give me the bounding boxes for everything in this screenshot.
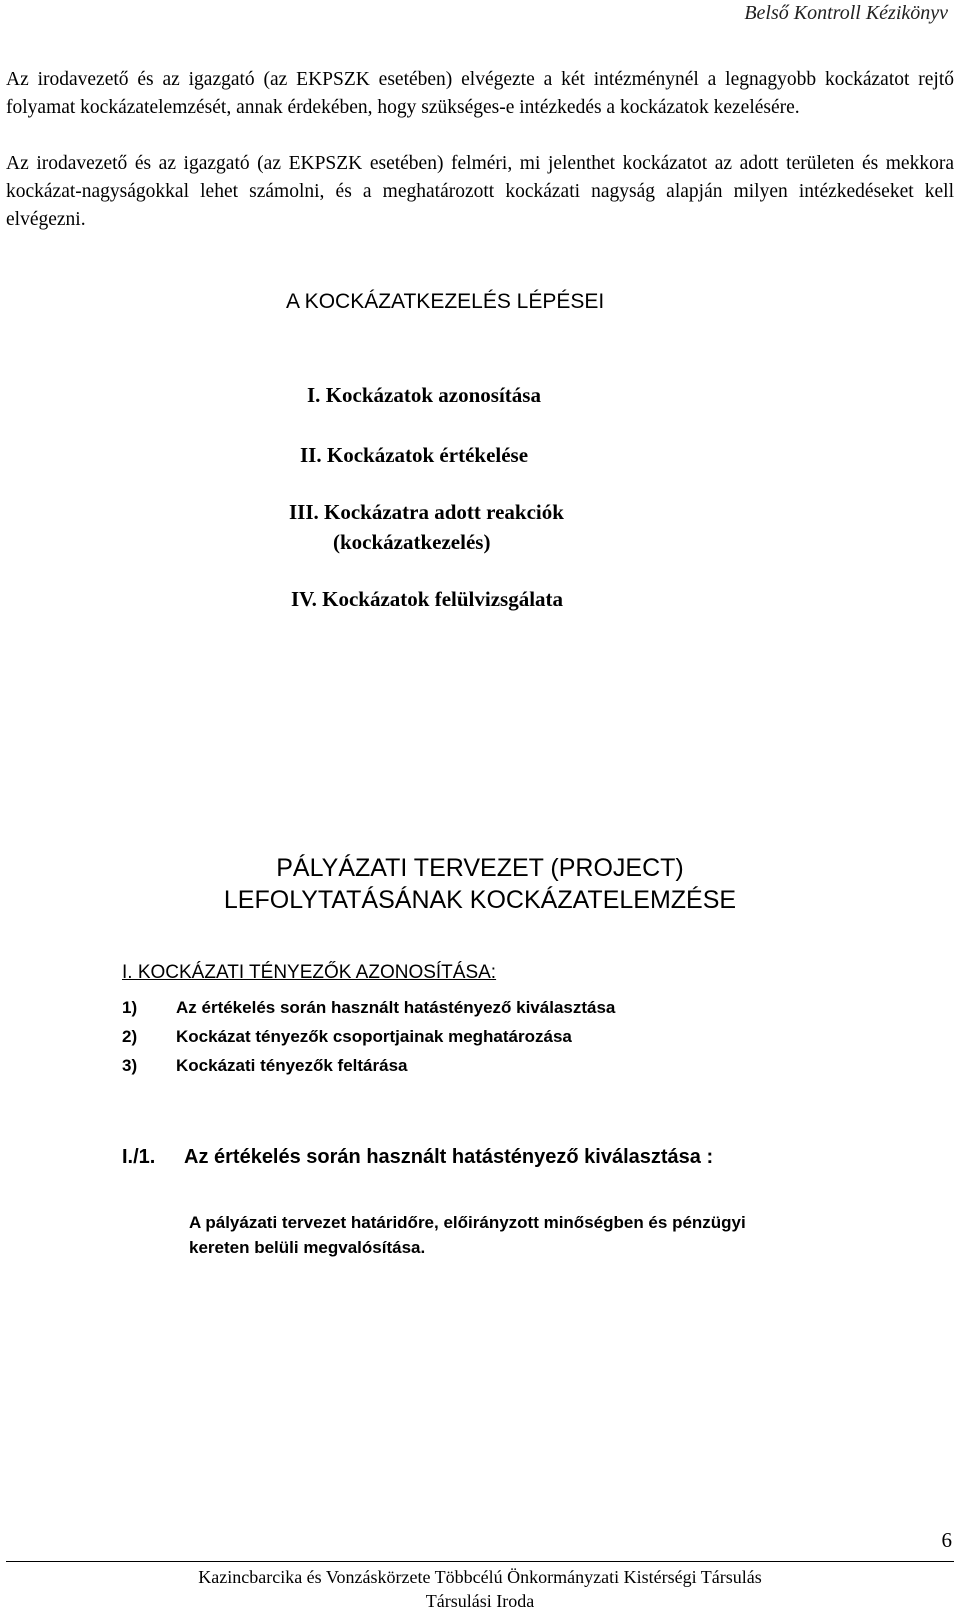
subsection-text: A pályázati tervezet határidőre, előirányzott minőségben és pénzügyi kereten belüli megvalósítása. — [189, 1213, 746, 1257]
project-title — [0, 852, 960, 916]
subsection-label: Az értékelés során használt hatástényező kiválasztása : — [184, 1146, 714, 1168]
factor-label: Az értékelés során használt hatástényező kiválasztása — [176, 998, 616, 1017]
subsection-heading — [122, 1146, 713, 1169]
footer — [0, 1565, 960, 1613]
risk-step-number: III. — [289, 500, 319, 524]
footer-divider — [6, 1561, 954, 1562]
project-title-line-1: PÁLYÁZATI TERVEZET (PROJECT) — [276, 854, 684, 882]
subsection-number: I./1. — [122, 1146, 156, 1168]
factor-item-3 — [122, 1056, 408, 1076]
intro-paragraph-2: Az irodavezető és az igazgató (az EKPSZK esetében) felméri, mi jelenthet kockázatot az adott területen és mekkora kockázat-nagyságokkal lehet számolni, és a meghatározott kockázati nagyság alapján milyen intézkedéseket kell elvégezni. — [6, 153, 954, 230]
document-header-title: Belső Kontroll Kézikönyv — [744, 2, 948, 24]
footer-line-1: Kazincbarcika és Vonzáskörzete Többcélú Önkormányzati Kistérségi Társulás — [198, 1567, 762, 1587]
factor-item-1 — [122, 998, 615, 1018]
risk-step-3-continuation — [333, 527, 490, 557]
risk-step-1 — [307, 380, 541, 410]
factor-number: 1) — [122, 998, 138, 1017]
factor-number: 3) — [122, 1056, 138, 1075]
project-title-line-2: LEFOLYTATÁSÁNAK KOCKÁZATELEMZÉSE — [223, 886, 737, 914]
risk-step-4 — [291, 584, 563, 614]
risk-step-3 — [289, 497, 564, 527]
risk-step-number: IV. — [291, 587, 317, 611]
risk-steps-heading: A KOCKÁZATKEZELÉS LÉPÉSEI — [286, 290, 605, 313]
factor-label: Kockázat tényezők csoportjainak meghatározása — [176, 1027, 572, 1046]
factor-label: Kockázati tényezők feltárása — [176, 1056, 408, 1075]
risk-step-label: Kockázatok azonosítása — [325, 383, 541, 407]
factor-number: 2) — [122, 1027, 138, 1046]
footer-line-2: Társulási Iroda — [425, 1591, 535, 1611]
intro-paragraph-1: Az irodavezető és az igazgató (az EKPSZK esetében) elvégezte a két intézménynél a legnagyobb kockázatot rejtő folyamat kockázatelemzését, annak érdekében, hogy szükséges-e intézkedés a kockázatok kezelésére. — [6, 69, 954, 118]
risk-step-number: II. — [300, 443, 322, 467]
risk-step-label: Kockázatra adott reakciók — [324, 500, 564, 524]
risk-step-label: Kockázatok felülvizsgálata — [322, 587, 564, 611]
risk-step-label: Kockázatok értékelése — [326, 443, 529, 467]
risk-step-number: I. — [307, 383, 321, 407]
section-title: I. KOCKÁZATI TÉNYEZŐK AZONOSÍTÁSA: — [122, 962, 497, 983]
factor-item-2 — [122, 1027, 572, 1047]
risk-step-2 — [300, 440, 528, 470]
risk-step-label: (kockázatkezelés) — [333, 530, 491, 554]
page-number: 6 — [941, 1528, 952, 1552]
